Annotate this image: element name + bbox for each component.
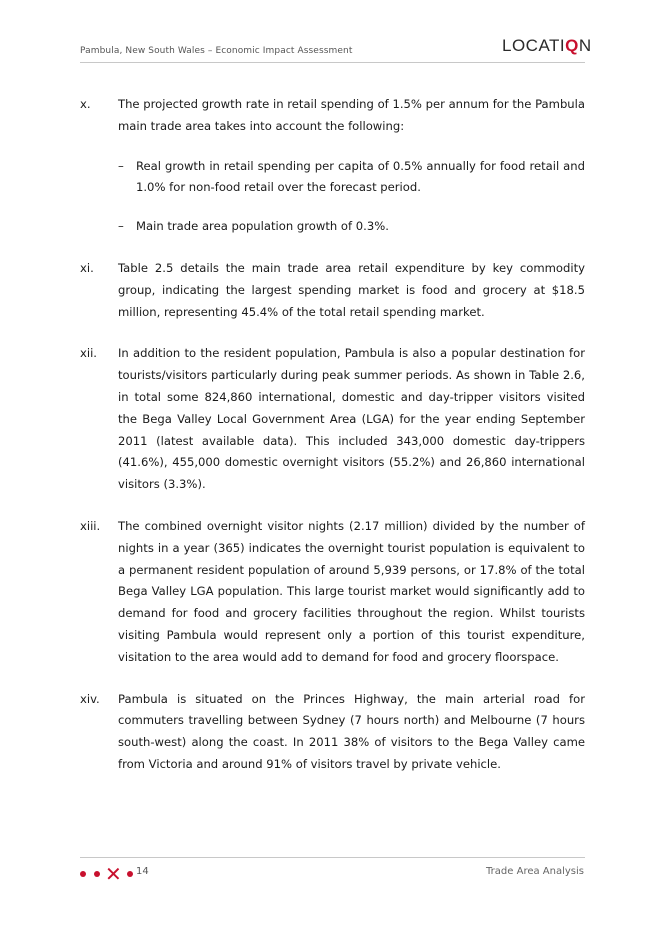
document-title: Pambula, New South Wales – Economic Impact Assessment	[80, 46, 353, 56]
paragraph-xiv	[80, 689, 585, 776]
dash-bullet: –	[118, 219, 124, 234]
paragraph-number: xiii.	[80, 518, 101, 533]
logo-text-end: N	[578, 36, 592, 55]
bullet-list	[118, 156, 585, 238]
paragraph-xiii	[80, 516, 585, 669]
paragraph-number: xi.	[80, 260, 94, 275]
paragraph-text: The projected growth rate in retail spending of 1.5% per annum for the Pambula main trade area takes into account the following:	[118, 97, 585, 133]
red-x-icon: ✕	[105, 862, 122, 886]
red-dot-icon	[80, 871, 86, 877]
logo-text-main: LOCATI	[502, 36, 566, 55]
paragraph-body	[118, 94, 585, 238]
paragraph-number: xiv.	[80, 691, 100, 706]
red-dot-icon	[127, 871, 133, 877]
section-name: Trade Area Analysis	[486, 866, 584, 877]
footer-decoration	[80, 862, 133, 886]
footer-divider	[80, 857, 585, 858]
page-number: 14	[136, 866, 149, 877]
list-item	[118, 156, 585, 200]
paragraph-text: In addition to the resident population, Pambula is also a popular destination for tourists/visitors particularly during peak summer periods. As shown in Table 2.6, in total some 824,860 international, domestic and day-tripper visitors visited the Bega Valley Local Government Area (LGA) for the year ending September 2011 (latest available data). This included 343,000 domestic day-trippers (41.6%), 455,000 domestic overnight visitors (55.2%) and 26,860 international visitors (3.3%).	[118, 346, 585, 492]
paragraph-number: xii.	[80, 346, 97, 361]
list-item	[118, 216, 585, 238]
bullet-text: Real growth in retail spending per capita of 0.5% annually for food retail and 1.0% for non-food retail over the forecast period.	[136, 158, 585, 195]
red-dot-icon	[94, 871, 100, 877]
bullet-text: Main trade area population growth of 0.3%.	[136, 219, 389, 234]
body-content	[80, 94, 585, 796]
locationiq-logo	[502, 36, 592, 56]
paragraph-number: x.	[80, 97, 91, 111]
paragraph-text: Pambula is situated on the Princes Highway, the main arterial road for commuters travelling between Sydney (7 hours north) and Melbourne (7 hours south-west) along the coast. In 2011 38% of visitors to the Bega Valley came from Victoria and around 91% of visitors travel by private vehicle.	[118, 691, 585, 771]
dash-bullet: –	[118, 158, 124, 173]
paragraph-text: Table 2.5 details the main trade area retail expenditure by key commodity group, indicating the largest spending market is food and grocery at $18.5 million, representing 45.4% of the total retail spending market.	[118, 260, 585, 319]
header-divider	[80, 62, 585, 63]
paragraph-xi	[80, 258, 585, 323]
paragraph-x	[80, 94, 585, 238]
paragraph-text: The combined overnight visitor nights (2.17 million) divided by the number of nights in a year (365) indicates the overnight tourist population is equivalent to a permanent resident population of around 5,939 persons, or 17.8% of the total Bega Valley LGA population. This large tourist market would significantly add to demand for food and grocery facilities throughout the region. Whilst tourists visiting Pambula would represent only a portion of this tourist expenditure, visitation to the area would add to demand for food and grocery floorspace.	[118, 518, 585, 664]
logo-text-accent: Q	[565, 36, 579, 55]
paragraph-xii	[80, 343, 585, 496]
